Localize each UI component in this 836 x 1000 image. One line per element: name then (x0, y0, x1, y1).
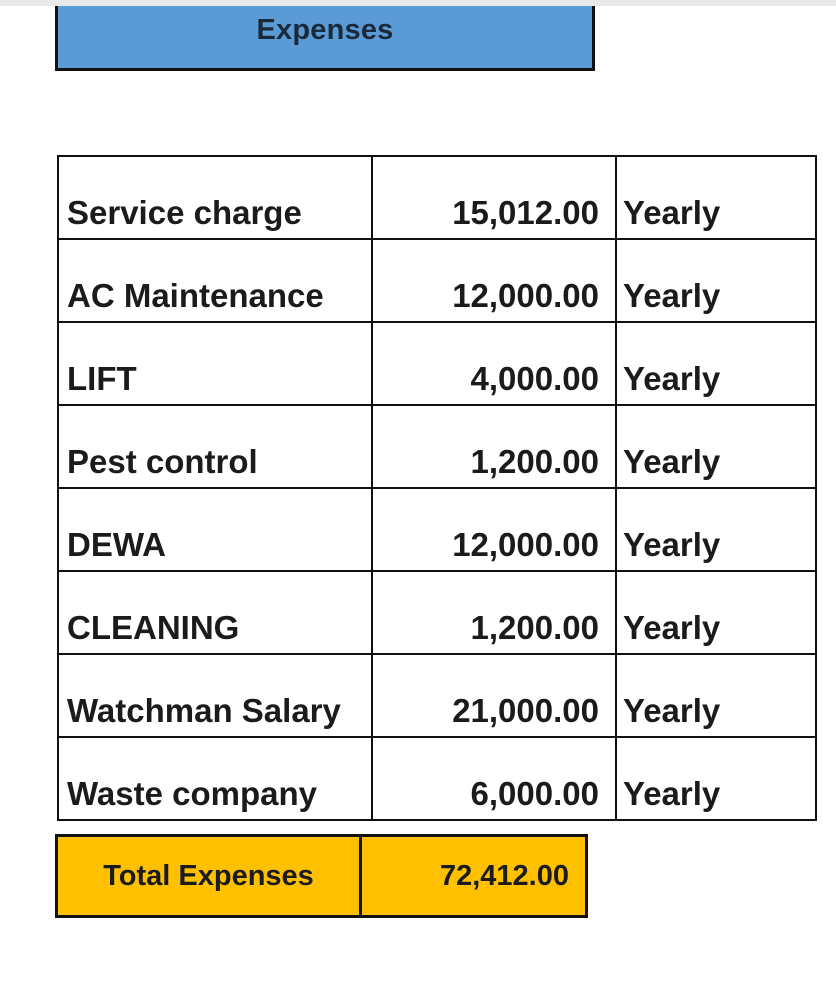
expense-name-cell (58, 156, 372, 239)
expense-amount: 6,000.00 (470, 775, 599, 812)
expense-name: CLEANING (67, 609, 240, 646)
expense-period-cell (616, 488, 816, 571)
expense-period-cell (616, 654, 816, 737)
expense-name-cell (58, 737, 372, 820)
expense-amount-cell (372, 654, 616, 737)
expense-name: LIFT (67, 360, 137, 397)
expense-period: Yearly (623, 277, 721, 314)
total-value-cell (359, 834, 588, 918)
expense-name-cell (58, 405, 372, 488)
total-label-cell (55, 834, 362, 918)
expense-period: Yearly (623, 194, 721, 231)
expense-period: Yearly (623, 609, 721, 646)
expense-name-cell (58, 239, 372, 322)
expense-name-cell (58, 571, 372, 654)
expense-amount-cell (372, 239, 616, 322)
expenses-title-cell (55, 6, 595, 71)
expense-name: DEWA (67, 526, 166, 563)
table-row (58, 239, 816, 322)
expense-period: Yearly (623, 360, 721, 397)
expense-amount-cell (372, 488, 616, 571)
expense-amount-cell (372, 737, 616, 820)
expense-amount: 1,200.00 (470, 443, 599, 480)
expense-amount-cell (372, 571, 616, 654)
expense-name-cell (58, 654, 372, 737)
expense-name-cell (58, 322, 372, 405)
expense-period: Yearly (623, 443, 721, 480)
expense-period-cell (616, 405, 816, 488)
expense-period: Yearly (623, 692, 721, 729)
total-expenses-row (55, 834, 588, 918)
expense-period: Yearly (623, 526, 721, 563)
expense-amount: 12,000.00 (452, 526, 599, 563)
table-row (58, 571, 816, 654)
expense-name: AC Maintenance (67, 277, 324, 314)
table-row (58, 405, 816, 488)
expense-amount-cell (372, 156, 616, 239)
expense-name: Watchman Salary (67, 692, 341, 729)
expense-name: Service charge (67, 194, 302, 231)
table-row (58, 322, 816, 405)
table-row (58, 488, 816, 571)
expense-amount-cell (372, 405, 616, 488)
expense-amount: 1,200.00 (470, 609, 599, 646)
expenses-table-body (58, 156, 816, 820)
expense-period-cell (616, 239, 816, 322)
expense-name: Waste company (67, 775, 318, 812)
expense-amount: 21,000.00 (452, 692, 599, 729)
expense-name-cell (58, 488, 372, 571)
expense-period-cell (616, 737, 816, 820)
expenses-table (57, 155, 817, 821)
total-value: 72,412.00 (439, 859, 569, 892)
expense-amount: 4,000.00 (470, 360, 599, 397)
total-label: Total Expenses (103, 859, 314, 892)
table-row (58, 156, 816, 239)
expense-period-cell (616, 322, 816, 405)
expense-name: Pest control (67, 443, 258, 480)
expense-period: Yearly (623, 775, 721, 812)
table-row (58, 654, 816, 737)
expense-amount-cell (372, 322, 616, 405)
expense-amount: 15,012.00 (452, 194, 599, 231)
page-title: Expenses (256, 14, 394, 46)
expense-period-cell (616, 571, 816, 654)
expense-period-cell (616, 156, 816, 239)
expense-amount: 12,000.00 (452, 277, 599, 314)
table-row (58, 737, 816, 820)
